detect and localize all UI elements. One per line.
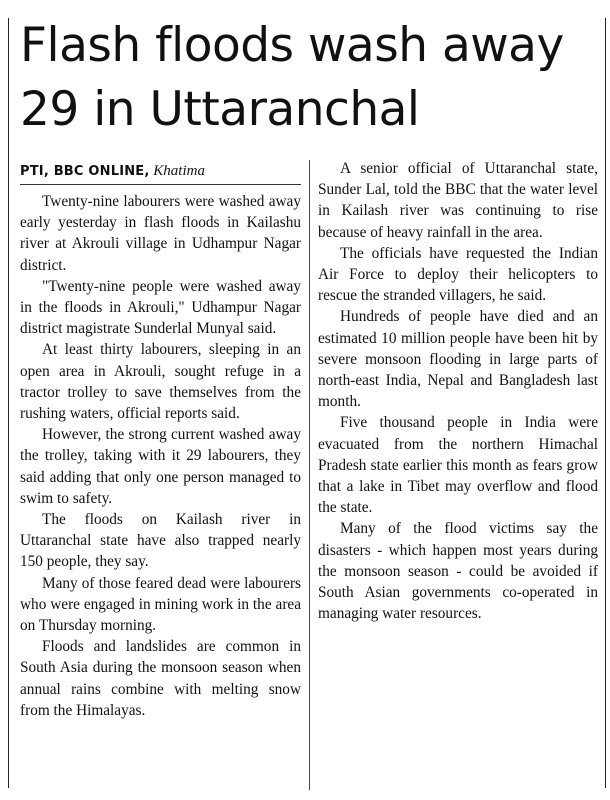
right-border-rule [605, 18, 606, 788]
byline-source: PTI, BBC ONLINE, [20, 164, 150, 179]
article-paragraph: However, the strong current washed away the trolley, taking with it 29 labourers, they said adding that only one person managed to swim to safety. [20, 426, 301, 507]
article-paragraph: Five thousand people in India were evacuated from the northern Himachal Pradesh state earlier this month as fears grow that a lake in Tibet may overflow and flood the state. [318, 414, 598, 517]
left-border-rule [8, 18, 9, 788]
article-column-left [20, 158, 301, 721]
byline [20, 160, 301, 185]
headline-line-2: 29 in Uttaranchal [20, 82, 420, 137]
article-paragraph: Many of those feared dead were labourers who were engaged in mining work in the area on Thursday morning. [20, 574, 301, 635]
article-paragraph: Floods and landslides are common in South Asia during the monsoon season when annual rains combine with melting snow from the Himalayas. [20, 638, 301, 719]
column-divider [309, 160, 310, 790]
headline-line-1: Flash floods wash away [20, 18, 564, 73]
article-paragraph: Twenty-nine labourers were washed away early yesterday in flash floods in Kailashu river at Akrouli village in Udhampur Nagar district. [20, 193, 301, 274]
article-paragraph: The officials have requested the Indian Air Force to deploy their helicopters to rescue the stranded villagers, he said. [318, 244, 598, 305]
headline [20, 14, 600, 142]
article-column-right [318, 158, 598, 624]
article-paragraph: "Twenty-nine people were washed away in the floods in Akrouli," Udhampur Nagar district magistrate Sunderlal Munyal said. [20, 277, 301, 338]
article-paragraph: At least thirty labourers, sleeping in an open area in Akrouli, sought refuge in a tractor trolley to save themselves from the rushing waters, official reports said. [20, 341, 301, 423]
article-paragraph: Hundreds of people have died and an estimated 10 million people have been hit by severe monsoon flooding in large parts of north-east India, Nepal and Bangladesh last month. [318, 308, 598, 411]
article-paragraph: The floods on Kailash river in Uttaranchal state have also trapped nearly 150 people, they say. [20, 511, 301, 571]
article-paragraph: A senior official of Uttaranchal state, Sunder Lal, told the BBC that the water level in Kailash river was continuing to rise because of heavy rainfall in the area. [318, 160, 598, 241]
article-paragraph: Many of the flood victims say the disasters - which happen most years during the monsoon season - could be avoided if South Asian governments co-operated in managing water resources. [318, 520, 598, 623]
byline-location: Khatima [153, 163, 205, 179]
